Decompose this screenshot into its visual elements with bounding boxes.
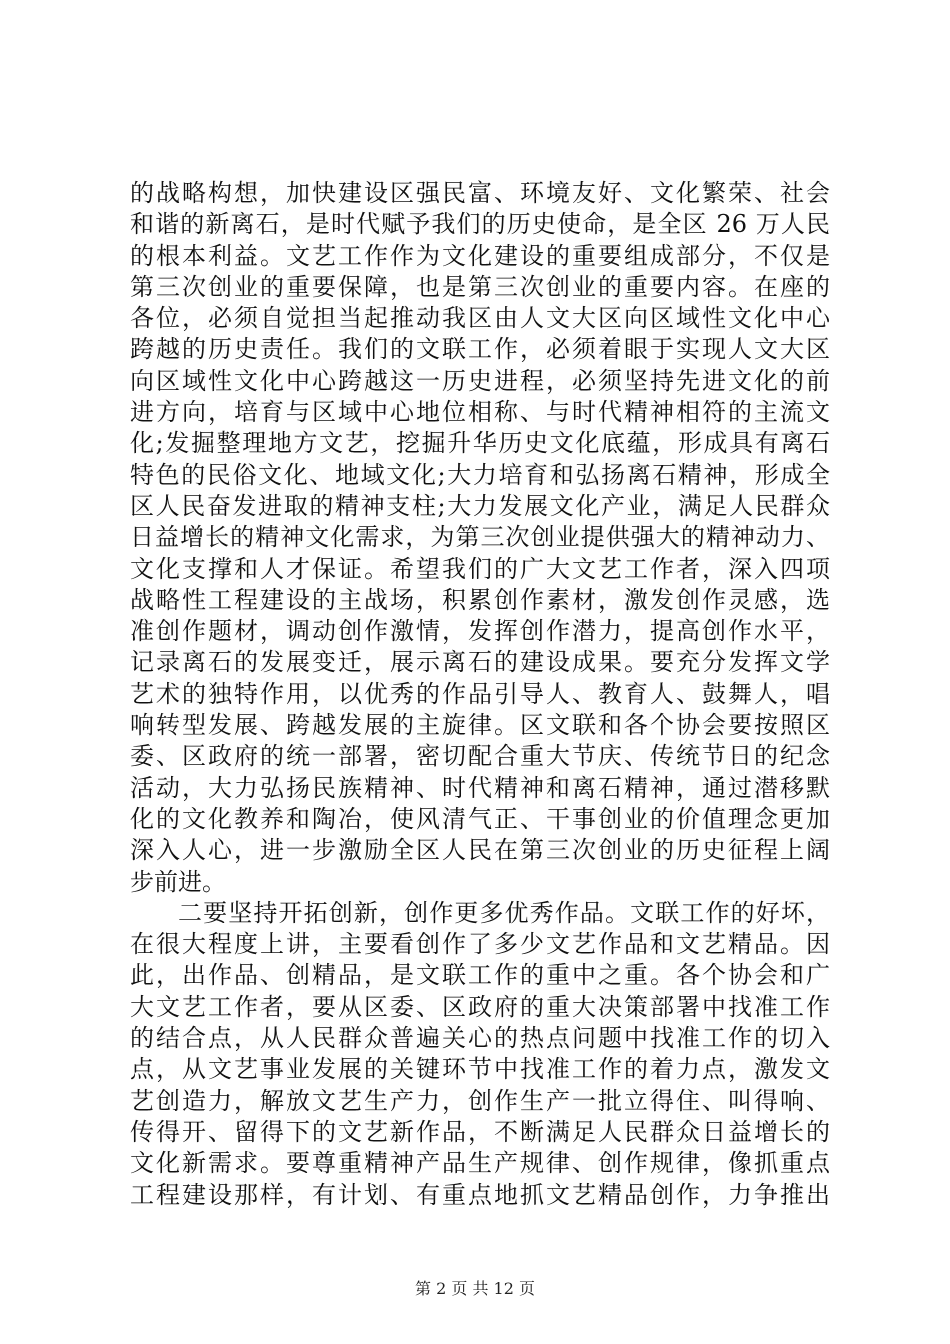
text-line: 此，出作品、创精品，是文联工作的重中之重。各个协会和广 [130,961,830,990]
text-line: 文化新需求。要尊重精神产品生产规律、创作规律，像抓重点 [130,1149,830,1178]
text-line: 响转型发展、跨越发展的主旋律。区文联和各个协会要按照区 [130,711,830,740]
text-line: 和谐的新离石，是时代赋予我们的历史使命，是全区 26 万人民 [130,210,830,239]
text-line: 进方向，培育与区域中心地位相称、与时代精神相符的主流文 [130,398,830,427]
page-number-footer: 第 2 页 共 12 页 [415,1279,535,1298]
text-line: 文化支撑和人才保证。希望我们的广大文艺工作者，深入四项 [130,554,830,583]
text-line: 艺术的独特作用，以优秀的作品引导人、教育人、鼓舞人，唱 [130,679,830,708]
text-line: 深入人心，进一步激励全区人民在第三次创业的历史征程上阔 [130,836,830,865]
text-line: 记录离石的发展变迁，展示离石的建设成果。要充分发挥文学 [130,648,830,677]
text-line: 大文艺工作者，要从区委、区政府的重大决策部署中找准工作 [130,992,830,1021]
text-line: 第三次创业的重要保障，也是第三次创业的重要内容。在座的 [130,272,830,301]
text-line: 艺创造力，解放文艺生产力，创作生产一批立得住、叫得响、 [130,1086,830,1115]
text-line: 的根本利益。文艺工作作为文化建设的重要组成部分，不仅是 [130,241,830,270]
text-line: 在很大程度上讲，主要看创作了多少文艺作品和文艺精品。因 [130,930,830,959]
document-body [130,178,830,1211]
text-line: 跨越的历史责任。我们的文联工作，必须着眼于实现人文大区 [130,335,830,364]
text-line: 传得开、留得下的文艺新作品，不断满足人民群众日益增长的 [130,1117,830,1146]
text-line: 点，从文艺事业发展的关键环节中找准工作的着力点，激发文 [130,1055,830,1084]
text-line: 区人民奋发进取的精神支柱;大力发展文化产业，满足人民群众 [130,491,830,520]
text-line: 特色的民俗文化、地域文化;大力培育和弘扬离石精神，形成全 [130,460,830,489]
text-line: 的结合点，从人民群众普遍关心的热点问题中找准工作的切入 [130,1024,830,1053]
text-line: 活动，大力弘扬民族精神、时代精神和离石精神，通过潜移默 [130,773,830,802]
text-line: 化的文化教养和陶冶，使风清气正、干事创业的价值理念更加 [130,804,830,833]
text-line: 的战略构想，加快建设区强民富、环境友好、文化繁荣、社会 [130,179,830,207]
text-line: 各位，必须自觉担当起推动我区由人文大区向区域性文化中心 [130,304,830,333]
text-line: 准创作题材，调动创作激情，发挥创作潜力，提高创作水平， [130,617,830,646]
paragraph-end-line: 步前进。 [130,867,226,896]
text-line: 战略性工程建设的主战场，积累创作素材，激发创作灵感，选 [130,585,830,614]
paragraph-start-line: 二要坚持开拓创新，创作更多优秀作品。文联工作的好坏， [178,898,830,927]
text-line: 工程建设那样，有计划、有重点地抓文艺精品创作，力争推出 [130,1180,830,1209]
text-line: 向区域性文化中心跨越这一历史进程，必须坚持先进文化的前 [130,366,830,395]
text-line: 日益增长的精神文化需求，为第三次创业提供强大的精神动力、 [130,523,830,552]
text-line: 化;发掘整理地方文艺，挖掘升华历史文化底蕴，形成具有离石 [130,429,830,458]
text-line: 委、区政府的统一部署，密切配合重大节庆、传统节日的纪念 [130,742,830,771]
